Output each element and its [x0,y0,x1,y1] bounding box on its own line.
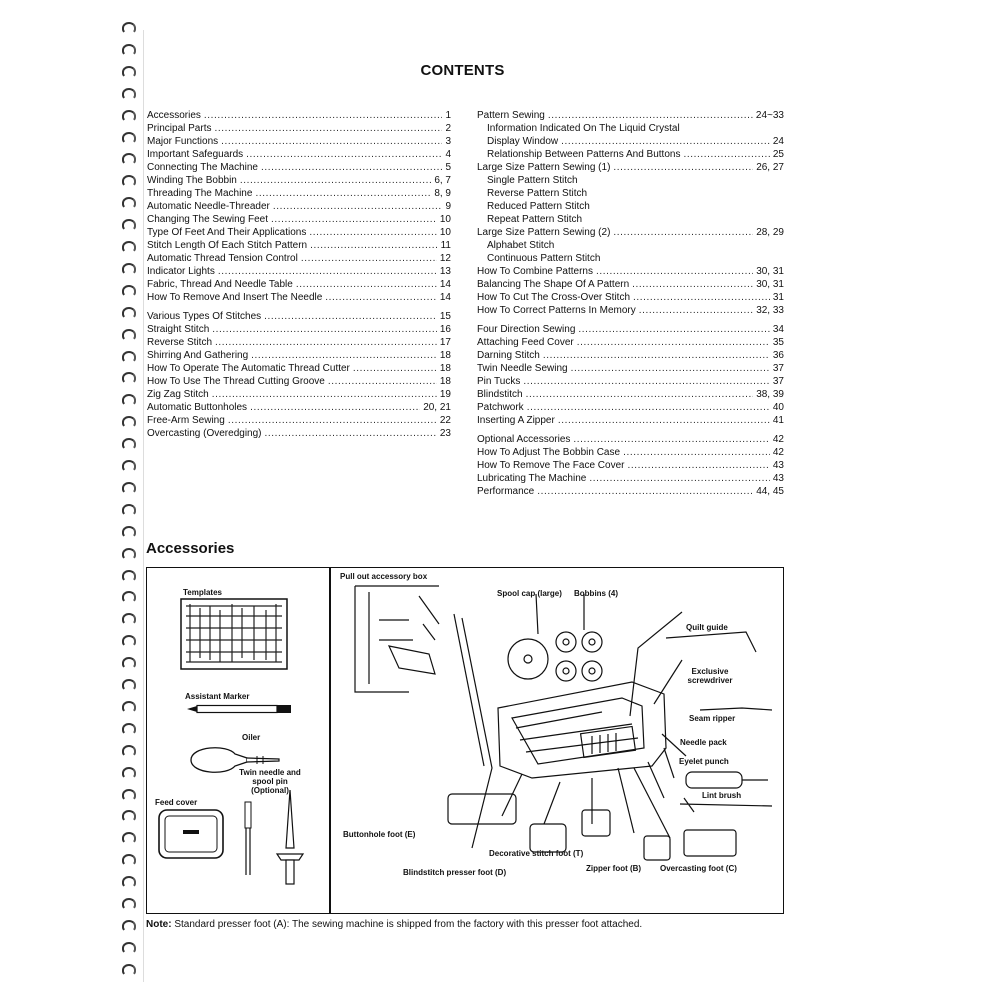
toc-entry-title: Connecting The Machine [147,162,258,173]
spiral-ring [122,132,136,144]
spiral-ring [122,548,136,560]
toc-entry-title: Indicator Lights [147,266,215,277]
toc-entry-title: Zig Zag Stitch [147,389,209,400]
toc-entry-title: Reverse Pattern Stitch [487,188,588,199]
toc-entry-title: Important Safeguards [147,149,244,160]
toc-entry-title: Pin Tucks [477,376,521,387]
twin-needle-label-line1: Twin needle and [239,768,301,777]
toc-leader-dots [627,459,769,472]
spiral-ring [122,438,136,450]
spiral-ring [122,898,136,910]
toc-entry [147,362,451,375]
toc-entry [477,148,784,161]
toc-entry-page: 30, 31 [756,279,784,290]
twin-needle-label-line2: spool pin [252,777,288,786]
toc-entry-title: Optional Accessories [477,434,571,445]
toc-entry [147,427,451,440]
toc-entry-page: 25 [772,149,784,160]
toc-leader-dots [623,446,770,459]
templates-drawing [180,598,290,673]
toc-entry-page: 9 [445,201,451,212]
spiral-ring [122,701,136,713]
toc-leader-dots [214,122,442,135]
toc-entry-page: 43 [772,460,784,471]
toc-entry-page: 11 [440,240,451,251]
spiral-ring [122,767,136,779]
toc-leader-dots [255,187,431,200]
spiral-ring [122,329,136,341]
toc-entry-page: 24~33 [755,110,784,121]
toc-entry [477,401,784,414]
toc-entry [147,336,451,349]
spiral-ring [122,964,136,976]
spool-pin-drawing [275,788,305,888]
toc-entry [147,226,451,239]
toc-entry [477,362,784,375]
toc-entry-page: 4 [445,149,451,160]
toc-entry [477,433,784,446]
spiral-ring [122,285,136,297]
toc-leader-dots [212,388,437,401]
toc-entry [477,226,784,239]
spiral-ring [122,416,136,428]
toc-entry-title: Display Window [487,136,559,147]
toc-entry [147,200,451,213]
toc-entry-page: 5 [445,162,451,173]
toc-entry [147,213,451,226]
toc-entry-title: Major Functions [147,136,219,147]
spiral-ring [122,394,136,406]
toc-leader-dots [228,414,437,427]
toc-leader-dots [558,414,770,427]
toc-entry [477,414,784,427]
toc-entry-page: 8, 9 [434,188,451,199]
assistant-marker-drawing [185,703,295,715]
decorative-foot-label: Decorative stitch foot (T) [489,849,584,858]
illustration-divider [329,568,331,913]
twin-needle-label-line3: (Optional) [251,786,289,795]
toc-leader-dots [578,323,770,336]
toc-entry-title: Large Size Pattern Sewing (2) [477,227,611,238]
toc-entry [147,187,451,200]
toc-entry-page: 14 [439,292,451,303]
toc-entry [147,135,451,148]
spiral-ring [122,570,136,582]
templates-label: Templates [183,588,222,597]
toc-entry-page: 38, 39 [756,389,784,400]
needle-pack-label: Needle pack [680,738,727,747]
toc-leader-dots [273,200,443,213]
spiral-ring [122,591,136,603]
toc-entry-title: Continuous Pattern Stitch [487,253,601,264]
spiral-ring [122,22,136,34]
buttonhole-foot-label: Buttonhole foot (E) [343,830,416,839]
toc-entry-page: 18 [439,363,451,374]
toc-entry [477,187,784,200]
toc-entry-page: 42 [772,434,784,445]
exclusive-screwdriver-line1: Exclusive [691,667,729,676]
accessory-box-drawing [442,598,782,868]
toc-entry-title: Free-Arm Sewing [147,415,225,426]
toc-entry-title: How To Operate The Automatic Thread Cutter [147,363,350,374]
toc-entry [477,336,784,349]
spiral-ring [122,460,136,472]
toc-entry-title: Large Size Pattern Sewing (1) [477,162,611,173]
toc-entry-page: 12 [439,253,451,264]
toc-entry [147,239,451,252]
spiral-ring [122,723,136,735]
toc-entry-title: Shirring And Gathering [147,350,249,361]
toc-leader-dots [613,161,753,174]
toc-entry-title: Principal Parts [147,123,212,134]
toc-leader-dots [548,109,753,122]
toc-entry-title: Automatic Thread Tension Control [147,253,298,264]
toc-entry-title: Reverse Stitch [147,337,213,348]
toc-leader-dots [251,349,437,362]
spiral-ring [122,810,136,822]
toc-entry [477,135,784,148]
toc-leader-dots [212,323,437,336]
toc-leader-dots [264,310,437,323]
toc-entry-page: 15 [439,311,451,322]
lint-brush-label: Lint brush [702,791,742,800]
toc-entry [147,174,451,187]
spiral-ring [122,745,136,757]
zipper-foot-label: Zipper foot (B) [586,864,642,873]
spiral-ring [122,942,136,954]
exclusive-screwdriver-line2: screwdriver [687,676,733,685]
toc-entry-page: 1 [445,110,451,121]
note-text: Standard presser foot (A): The sewing machine is shipped from the factory with this presser foot attached. [174,919,643,930]
toc-entry-title: Attaching Feed Cover [477,337,574,348]
spiral-ring [122,679,136,691]
toc-entry-title: Changing The Sewing Feet [147,214,269,225]
spiral-ring [122,110,136,122]
spiral-ring [122,504,136,516]
toc-leader-dots [543,349,770,362]
toc-entry-page: 40 [772,402,784,413]
toc-entry-page: 18 [439,376,451,387]
toc-entry-title: How To Use The Thread Cutting Groove [147,376,325,387]
spiral-ring [122,153,136,165]
toc-entry-page: 3 [445,136,451,147]
toc-leader-dots [240,174,431,187]
toc-entry-title: Automatic Needle-Threader [147,201,270,212]
toc-entry [477,252,784,265]
toc-entry-page: 34 [772,324,784,335]
toc-leader-dots [325,291,437,304]
spiral-ring [122,876,136,888]
toc-leader-dots [639,304,753,317]
toc-leader-dots [526,388,754,401]
machine-inset-drawing [339,584,447,702]
toc-entry-page: 44, 45 [756,486,784,497]
toc-entry-page: 37 [772,376,784,387]
toc-entry [477,485,784,498]
spiral-ring [122,526,136,538]
toc-entry-page: 16 [439,324,451,335]
blindstitch-foot-label: Blindstitch presser foot (D) [403,868,507,877]
toc-leader-dots [218,265,437,278]
toc-leader-dots [683,148,769,161]
toc-entry [477,459,784,472]
toc-leader-dots [261,161,442,174]
toc-entry-title: Pattern Sewing [477,110,545,121]
toc-leader-dots [632,278,753,291]
toc-entry-title: Twin Needle Sewing [477,363,568,374]
toc-entry [147,278,451,291]
page-edge [143,30,144,982]
spiral-ring [122,372,136,384]
toc-entry [147,388,451,401]
toc-entry-page: 24 [772,136,784,147]
toc-entry-title: Automatic Buttonholes [147,402,248,413]
spiral-ring [122,832,136,844]
toc-entry [147,161,451,174]
toc-leader-dots [523,375,770,388]
toc-entry-page: 36 [772,350,784,361]
bobbins-label: Bobbins (4) [574,589,618,598]
toc-entry [147,310,451,323]
toc-leader-dots [561,135,770,148]
toc-entry-title: How To Combine Patterns [477,266,593,277]
spiral-ring [122,88,136,100]
toc-entry-title: Threading The Machine [147,188,253,199]
toc-entry-title: Inserting A Zipper [477,415,555,426]
toc-leader-dots [596,265,753,278]
toc-entry-title: Lubricating The Machine [477,473,587,484]
toc-entry [477,375,784,388]
toc-left-column [147,109,451,440]
toc-entry [477,265,784,278]
toc-entry-page: 19 [439,389,451,400]
pull-out-box-label: Pull out accessory box [340,572,428,581]
spiral-ring [122,307,136,319]
toc-entry-title: How To Adjust The Bobbin Case [477,447,621,458]
accessories-heading: Accessories [146,540,235,557]
toc-leader-dots [537,485,753,498]
toc-entry [477,291,784,304]
toc-entry [477,239,784,252]
spiral-ring [122,197,136,209]
toc-entry-title: Winding The Bobbin [147,175,237,186]
toc-leader-dots [328,375,437,388]
toc-leader-dots [221,135,442,148]
eyelet-punch-label: Eyelet punch [679,757,729,766]
toc-entry-title: Various Types Of Stitches [147,311,262,322]
toc-entry-page: 23 [439,428,451,439]
toc-entry-title: Relationship Between Patterns And Buttons [487,149,681,160]
toc-entry [147,148,451,161]
toc-entry-title: Single Pattern Stitch [487,175,578,186]
toc-entry [477,349,784,362]
toc-entry-title: Patchwork [477,402,524,413]
spiral-ring [122,920,136,932]
toc-entry [477,388,784,401]
toc-entry-title: Darning Stitch [477,350,540,361]
toc-entry-page: 10 [439,227,451,238]
toc-entry-page: 32, 33 [756,305,784,316]
toc-leader-dots [250,401,420,414]
note [146,919,642,930]
spiral-ring [122,263,136,275]
toc-entry-title: Fabric, Thread And Needle Table [147,279,293,290]
toc-entry-title: Type Of Feet And Their Applications [147,227,307,238]
toc-entry [147,122,451,135]
toc-entry-page: 10 [439,214,451,225]
toc-entry-title: Information Indicated On The Liquid Crystal [487,123,680,134]
toc-entry-title: How To Remove The Face Cover [477,460,625,471]
spiral-ring [122,351,136,363]
twin-needle-drawing [239,800,279,885]
spiral-ring [122,613,136,625]
spiral-ring [122,635,136,647]
toc-entry [477,109,784,122]
toc-entry-page: 35 [772,337,784,348]
toc-leader-dots [246,148,442,161]
toc-entry-page: 37 [772,363,784,374]
toc-leader-dots [310,239,438,252]
toc-entry-page: 17 [439,337,451,348]
toc-leader-dots [613,226,753,239]
toc-leader-dots [527,401,770,414]
toc-entry [477,200,784,213]
toc-entry-page: 28, 29 [756,227,784,238]
toc-entry-title: Repeat Pattern Stitch [487,214,583,225]
assistant-marker-label: Assistant Marker [185,692,250,701]
toc-leader-dots [301,252,437,265]
toc-entry-title: Balancing The Shape Of A Pattern [477,279,630,290]
page-title: CONTENTS [420,62,505,79]
quilt-guide-label: Quilt guide [686,623,728,632]
toc-leader-dots [573,433,769,446]
toc-entry-title: Four Direction Sewing [477,324,576,335]
toc-entry [477,122,784,135]
toc-leader-dots [577,336,770,349]
toc-entry-title: Straight Stitch [147,324,210,335]
toc-entry-title: Overcasting (Overedging) [147,428,262,439]
toc-entry [477,446,784,459]
spiral-ring [122,657,136,669]
spiral-ring [122,44,136,56]
toc-entry [477,323,784,336]
toc-leader-dots [271,213,437,226]
toc-entry-page: 41 [772,415,784,426]
toc-entry-page: 43 [772,473,784,484]
toc-leader-dots [633,291,770,304]
toc-entry [147,375,451,388]
toc-leader-dots [204,109,443,122]
toc-entry [477,161,784,174]
toc-entry-title: Stitch Length Of Each Stitch Pattern [147,240,308,251]
toc-entry-page: 22 [439,415,451,426]
toc-entry [477,174,784,187]
toc-entry-title: Reduced Pattern Stitch [487,201,590,212]
toc-leader-dots [589,472,770,485]
toc-entry-title: How To Remove And Insert The Needle [147,292,323,303]
toc-entry-page: 2 [445,123,451,134]
toc-entry-page: 26, 27 [756,162,784,173]
toc-leader-dots [296,278,437,291]
toc-entry-page: 18 [439,350,451,361]
toc-entry-page: 20, 21 [423,402,451,413]
toc-entry [147,349,451,362]
toc-entry-title: Accessories [147,110,201,121]
spiral-ring [122,789,136,801]
spool-cap-label: Spool cap (large) [497,589,562,598]
spiral-ring [122,241,136,253]
toc-entry-page: 13 [439,266,451,277]
toc-entry [147,109,451,122]
toc-entry-title: How To Correct Patterns In Memory [477,305,636,316]
note-prefix: Note: [146,919,172,930]
toc-entry-title: Performance [477,486,535,497]
overcasting-foot-label: Overcasting foot (C) [660,864,737,873]
feed-cover-label: Feed cover [155,798,198,807]
toc-entry-page: 42 [772,447,784,458]
toc-entry-page: 6, 7 [434,175,451,186]
toc-leader-dots [571,362,770,375]
toc-entry-page: 30, 31 [756,266,784,277]
toc-entry [147,265,451,278]
toc-entry [147,414,451,427]
toc-entry [477,278,784,291]
accessories-illustration [146,567,784,914]
toc-entry [147,291,451,304]
feed-cover-drawing [157,808,227,860]
toc-entry [147,323,451,336]
toc-leader-dots [309,226,437,239]
toc-entry [147,252,451,265]
spiral-ring [122,175,136,187]
toc-entry [147,401,451,414]
toc-entry-page: 14 [439,279,451,290]
toc-entry [477,213,784,226]
spiral-ring [122,219,136,231]
toc-entry [477,472,784,485]
toc-entry [477,304,784,317]
toc-leader-dots [215,336,437,349]
toc-right-column [477,109,784,498]
spiral-ring [122,482,136,494]
toc-leader-dots [353,362,437,375]
toc-entry-title: How To Cut The Cross-Over Stitch [477,292,631,303]
toc-entry-title: Alphabet Stitch [487,240,555,251]
toc-entry-title: Blindstitch [477,389,523,400]
seam-ripper-label: Seam ripper [689,714,736,723]
oiler-label: Oiler [242,733,261,742]
toc-leader-dots [265,427,437,440]
toc-entry-page: 31 [772,292,784,303]
spiral-ring [122,854,136,866]
